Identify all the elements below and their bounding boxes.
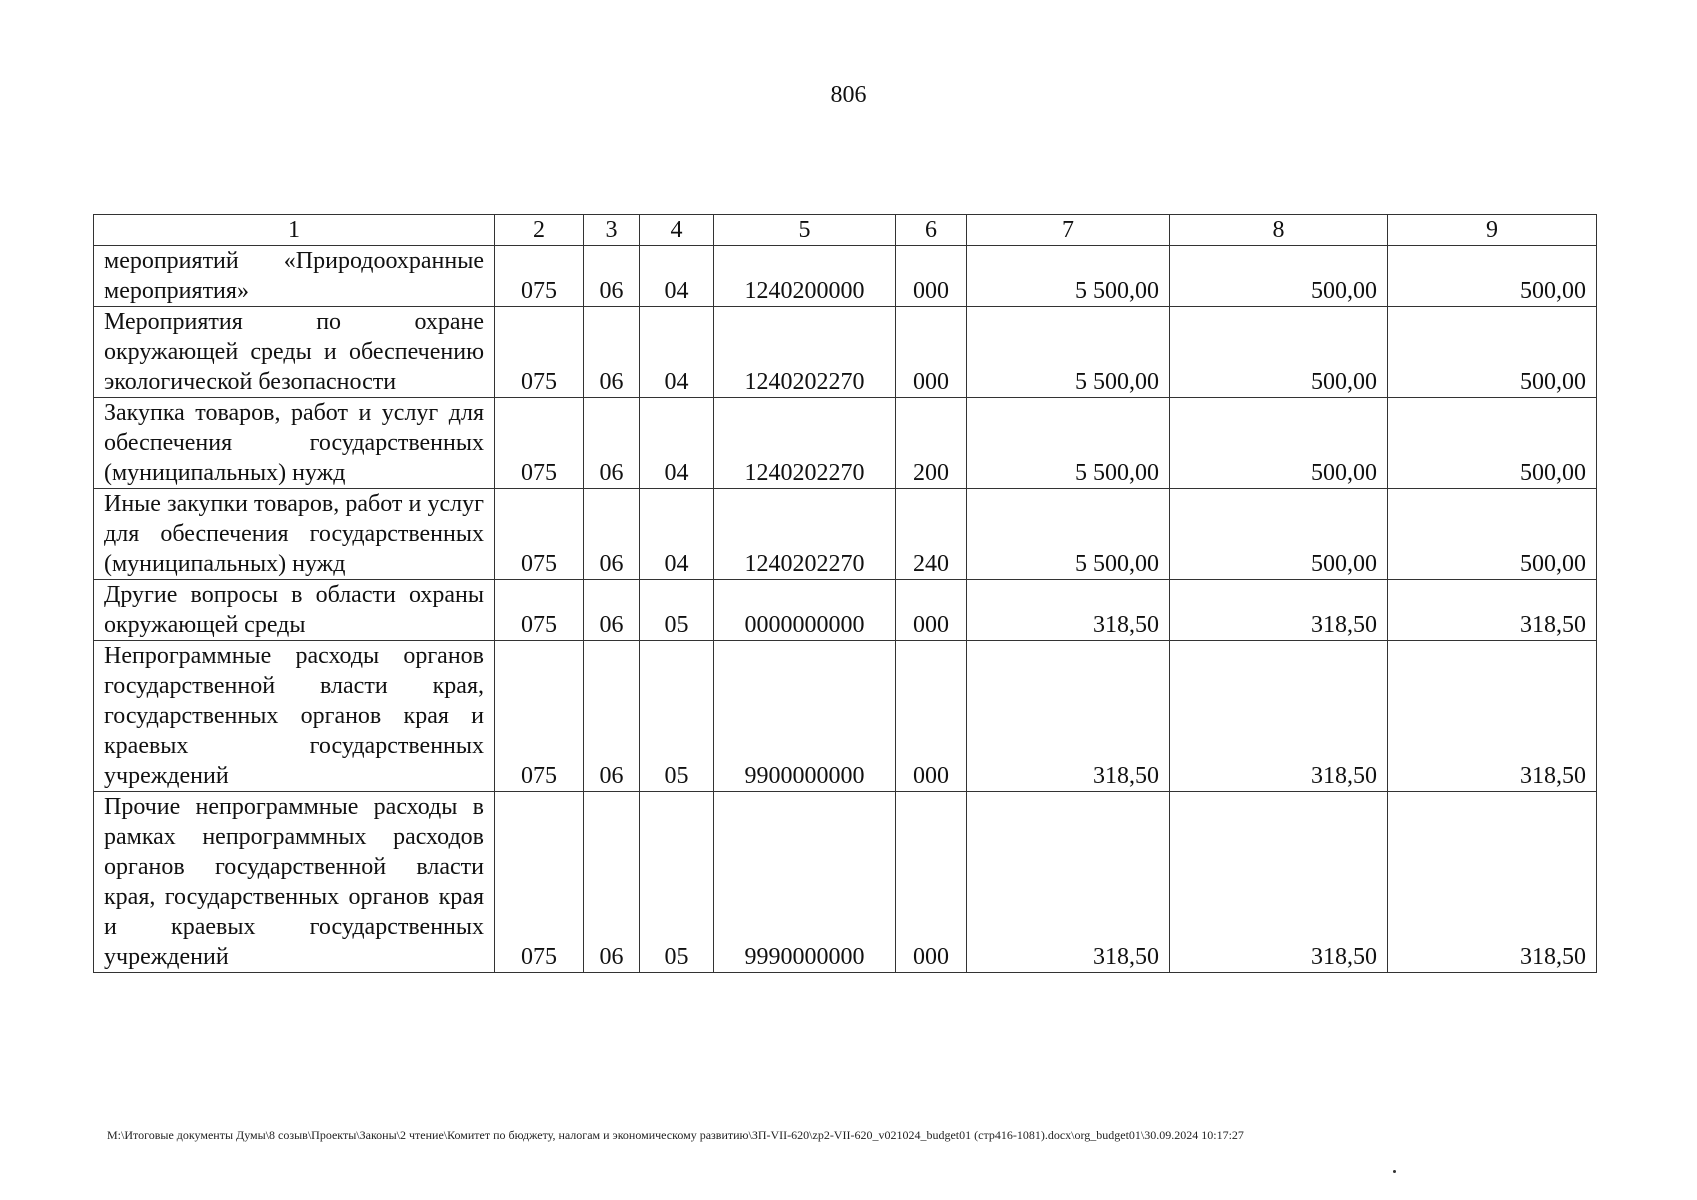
- table-row: [94, 792, 1597, 973]
- cell-col2: 075: [495, 641, 584, 792]
- cell-col3: 06: [584, 641, 640, 792]
- column-header: 3: [584, 215, 640, 246]
- cell-col8: 500,00: [1170, 398, 1388, 489]
- row-name: Непрограммные расходы органов государственной власти края, государственных органов края и краевых государственных учреждений: [94, 641, 495, 792]
- cell-col8: 500,00: [1170, 246, 1388, 307]
- row-name: Другие вопросы в области охраны окружающей среды: [94, 580, 495, 641]
- cell-col3: 06: [584, 489, 640, 580]
- cell-col7: 318,50: [967, 580, 1170, 641]
- row-name: Закупка товаров, работ и услуг для обеспечения государственных (муниципальных) нужд: [94, 398, 495, 489]
- row-name: Прочие непрограммные расходы в рамках непрограммных расходов органов государственной власти края, государственных органов края и краевых государственных учреждений: [94, 792, 495, 973]
- column-header: 2: [495, 215, 584, 246]
- cell-col5: 1240200000: [714, 246, 896, 307]
- cell-col2: 075: [495, 792, 584, 973]
- table-row: [94, 580, 1597, 641]
- cell-col6: 240: [896, 489, 967, 580]
- cell-col4: 05: [640, 580, 714, 641]
- cell-col5: 1240202270: [714, 489, 896, 580]
- scan-speck: [1393, 1170, 1396, 1173]
- table-row: [94, 641, 1597, 792]
- column-header: 6: [896, 215, 967, 246]
- cell-col8: 500,00: [1170, 307, 1388, 398]
- cell-col6: 000: [896, 246, 967, 307]
- column-header: 9: [1388, 215, 1597, 246]
- budget-table: [93, 214, 1597, 973]
- document-file-path: М:\Итоговые документы Думы\8 созыв\Проекты\Законы\2 чтение\Комитет по бюджету, налогам и экономическому развитию\ЗП-VII-620\zp2-VII-620_v021024_budget01 (стр416-1081).docx\org_budget01\30.09.2024 10:17:27: [107, 1128, 1244, 1142]
- table-header-row: [94, 215, 1597, 246]
- cell-col7: 5 500,00: [967, 307, 1170, 398]
- cell-col4: 04: [640, 398, 714, 489]
- cell-col5: 9990000000: [714, 792, 896, 973]
- cell-col5: 1240202270: [714, 398, 896, 489]
- cell-col3: 06: [584, 792, 640, 973]
- cell-col3: 06: [584, 398, 640, 489]
- cell-col6: 000: [896, 580, 967, 641]
- row-name: мероприятий «Природоохранные мероприятия»: [94, 246, 495, 307]
- table-row: [94, 246, 1597, 307]
- cell-col4: 04: [640, 307, 714, 398]
- column-header: 5: [714, 215, 896, 246]
- cell-col5: 1240202270: [714, 307, 896, 398]
- cell-col8: 318,50: [1170, 792, 1388, 973]
- cell-col7: 5 500,00: [967, 398, 1170, 489]
- page-number: 806: [830, 82, 867, 108]
- cell-col2: 075: [495, 580, 584, 641]
- cell-col7: 5 500,00: [967, 246, 1170, 307]
- table-row: [94, 398, 1597, 489]
- cell-col9: 500,00: [1388, 489, 1597, 580]
- cell-col2: 075: [495, 246, 584, 307]
- cell-col9: 318,50: [1388, 580, 1597, 641]
- cell-col7: 318,50: [967, 792, 1170, 973]
- cell-col8: 318,50: [1170, 580, 1388, 641]
- cell-col7: 318,50: [967, 641, 1170, 792]
- cell-col9: 318,50: [1388, 792, 1597, 973]
- row-name: Мероприятия по охране окружающей среды и обеспечению экологической безопасности: [94, 307, 495, 398]
- cell-col9: 500,00: [1388, 307, 1597, 398]
- cell-col6: 200: [896, 398, 967, 489]
- cell-col3: 06: [584, 307, 640, 398]
- cell-col2: 075: [495, 307, 584, 398]
- cell-col4: 05: [640, 641, 714, 792]
- cell-col5: 9900000000: [714, 641, 896, 792]
- cell-col8: 318,50: [1170, 641, 1388, 792]
- cell-col6: 000: [896, 307, 967, 398]
- cell-col4: 04: [640, 489, 714, 580]
- cell-col7: 5 500,00: [967, 489, 1170, 580]
- cell-col9: 500,00: [1388, 246, 1597, 307]
- cell-col2: 075: [495, 398, 584, 489]
- cell-col4: 04: [640, 246, 714, 307]
- cell-col6: 000: [896, 641, 967, 792]
- cell-col6: 000: [896, 792, 967, 973]
- cell-col9: 318,50: [1388, 641, 1597, 792]
- row-name: Иные закупки товаров, работ и услуг для обеспечения государственных (муниципальных) нужд: [94, 489, 495, 580]
- column-header: 7: [967, 215, 1170, 246]
- cell-col9: 500,00: [1388, 398, 1597, 489]
- cell-col4: 05: [640, 792, 714, 973]
- cell-col2: 075: [495, 489, 584, 580]
- cell-col3: 06: [584, 580, 640, 641]
- cell-col5: 0000000000: [714, 580, 896, 641]
- table-row: [94, 307, 1597, 398]
- column-header: 1: [94, 215, 495, 246]
- cell-col8: 500,00: [1170, 489, 1388, 580]
- column-header: 8: [1170, 215, 1388, 246]
- column-header: 4: [640, 215, 714, 246]
- cell-col3: 06: [584, 246, 640, 307]
- table-row: [94, 489, 1597, 580]
